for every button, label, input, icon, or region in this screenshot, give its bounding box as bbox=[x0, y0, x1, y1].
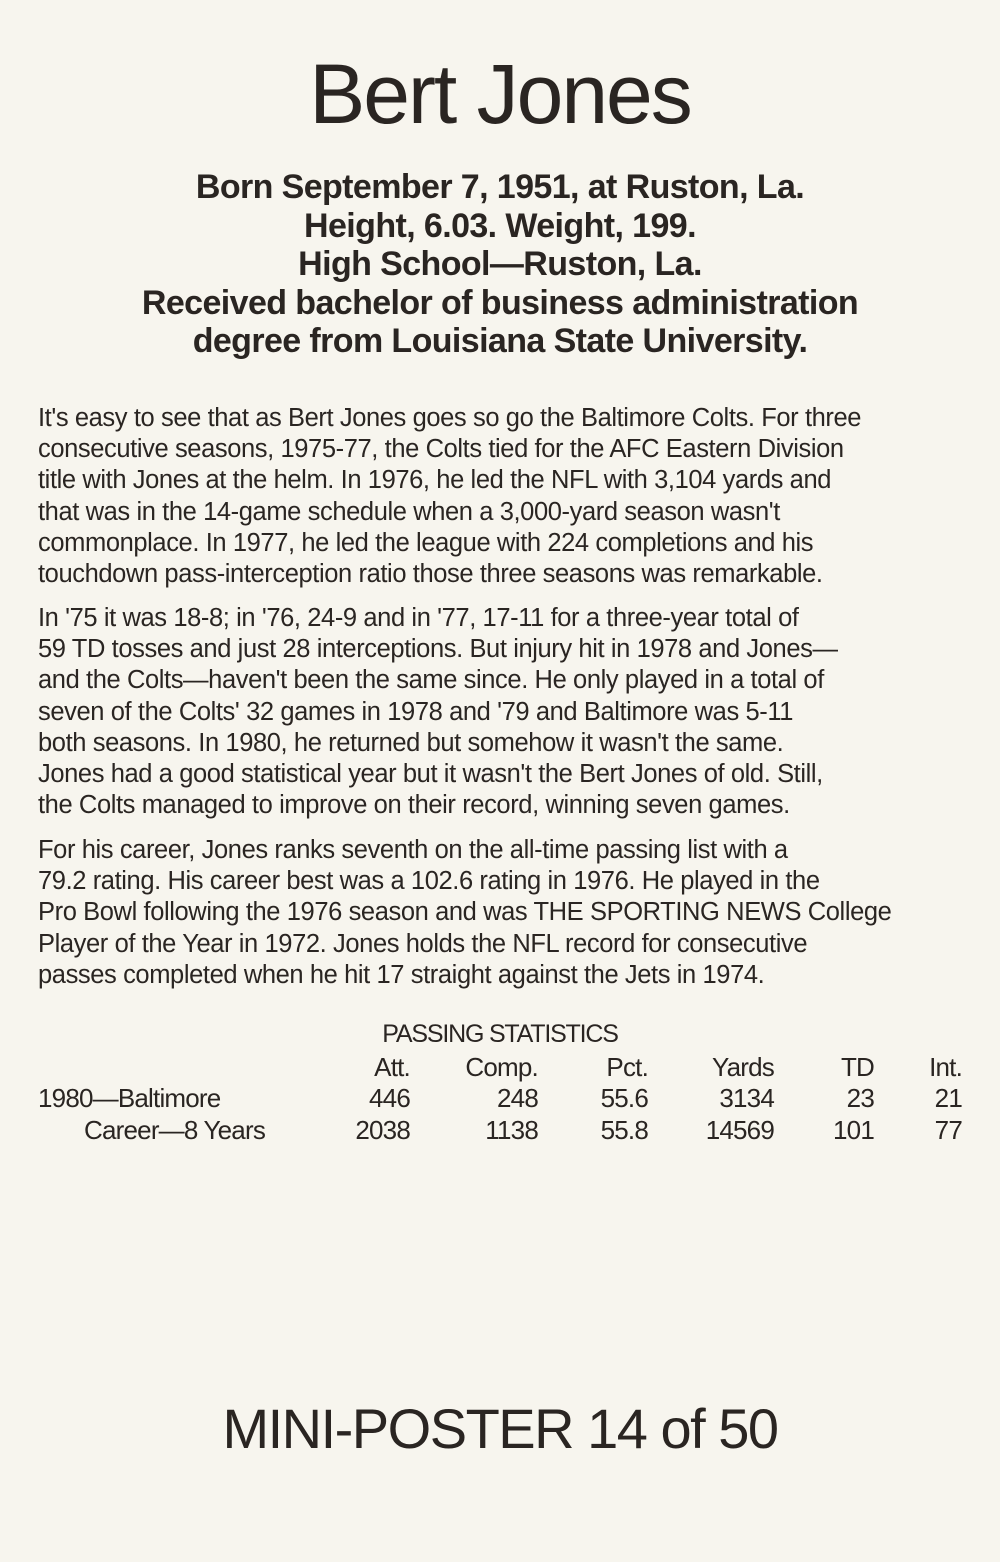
paragraph-3 bbox=[38, 835, 968, 991]
row-label-career: Career—8 Years bbox=[84, 1115, 266, 1145]
bio-block bbox=[60, 168, 940, 361]
cell-career-td: 101 bbox=[833, 1115, 874, 1145]
poster-number: MINI-POSTER 14 of 50 bbox=[222, 1397, 778, 1460]
col-header-yards: Yards bbox=[712, 1052, 774, 1082]
stats-title: PASSING STATISTICS bbox=[382, 1020, 618, 1048]
cell-career-att: 2038 bbox=[355, 1115, 410, 1145]
col-header-comp: Comp. bbox=[465, 1052, 538, 1082]
text-line: In '75 it was 18-8; in '76, 24-9 and in '77, 17-11 for a three-year total of bbox=[38, 604, 799, 632]
passing-statistics-table bbox=[0, 1020, 1000, 1150]
bio-line: degree from Louisiana State University. bbox=[192, 322, 808, 360]
text-line: Jones had a good statistical year but it wasn't the Bert Jones of old. Still, bbox=[38, 760, 823, 789]
bio-line: Received bachelor of business administration bbox=[141, 283, 859, 322]
col-header-att: Att. bbox=[374, 1052, 410, 1082]
text-line: seven of the Colts' 32 games in 1978 and '79 and Baltimore was 5-11 bbox=[38, 697, 794, 726]
bio-line: Height, 6.03. Weight, 199. bbox=[304, 206, 696, 245]
text-line: For his career, Jones ranks seventh on the all-time passing list with a bbox=[38, 836, 788, 864]
text-line: 59 TD tosses and just 28 interceptions. But injury hit in 1978 and Jones— bbox=[38, 635, 838, 664]
cell-1980-yards: 3134 bbox=[719, 1083, 774, 1113]
row-label-1980: 1980—Baltimore bbox=[38, 1083, 221, 1113]
col-header-td: TD bbox=[840, 1052, 874, 1082]
text-line: that was in the 14-game schedule when a 3,000-yard season wasn't bbox=[38, 497, 780, 526]
text-line: title with Jones at the helm. In 1976, he led the NFL with 3,104 yards and bbox=[38, 466, 832, 495]
paragraph-2 bbox=[38, 603, 968, 821]
cell-career-pct: 55.8 bbox=[600, 1115, 648, 1145]
text-line: passes completed when he hit 17 straight against the Jets in 1974. bbox=[38, 960, 765, 989]
col-header-pct: Pct. bbox=[606, 1052, 648, 1082]
bio-line: High School—Ruston, La. bbox=[298, 245, 702, 283]
text-line: touchdown pass-interception ratio those three seasons was remarkable. bbox=[38, 560, 823, 589]
text-line: It's easy to see that as Bert Jones goes so go the Baltimore Colts. For three bbox=[38, 404, 862, 432]
cell-career-comp: 1138 bbox=[485, 1115, 538, 1145]
text-line: consecutive seasons, 1975-77, the Colts tied for the AFC Eastern Division bbox=[38, 435, 844, 464]
text-line: commonplace. In 1977, he led the league with 224 completions and his bbox=[38, 528, 814, 557]
text-line: and the Colts—haven't been the same since. He only played in a total of bbox=[38, 666, 824, 695]
bio-line: Born September 7, 1951, at Ruston, La. bbox=[195, 168, 805, 206]
text-line: Pro Bowl following the 1976 season and was THE SPORTING NEWS College bbox=[38, 898, 892, 927]
cell-1980-int: 21 bbox=[934, 1083, 962, 1113]
text-line: 79.2 rating. His career best was a 102.6 rating in 1976. He played in the bbox=[38, 867, 820, 896]
cell-1980-att: 446 bbox=[369, 1083, 410, 1113]
cell-1980-pct: 55.6 bbox=[600, 1083, 648, 1113]
cell-1980-td: 23 bbox=[846, 1083, 874, 1113]
text-line: Player of the Year in 1972. Jones holds the NFL record for consecutive bbox=[38, 929, 808, 958]
cell-1980-comp: 248 bbox=[497, 1083, 538, 1113]
paragraph-1 bbox=[38, 403, 968, 590]
cell-career-int: 77 bbox=[934, 1115, 962, 1145]
col-header-int: Int. bbox=[929, 1052, 962, 1082]
cell-career-yards: 14569 bbox=[705, 1115, 774, 1145]
player-name: Bert Jones bbox=[309, 47, 691, 141]
text-line: the Colts managed to improve on their record, winning seven games. bbox=[38, 791, 790, 820]
text-line: both seasons. In 1980, he returned but somehow it wasn't the same. bbox=[38, 728, 784, 757]
